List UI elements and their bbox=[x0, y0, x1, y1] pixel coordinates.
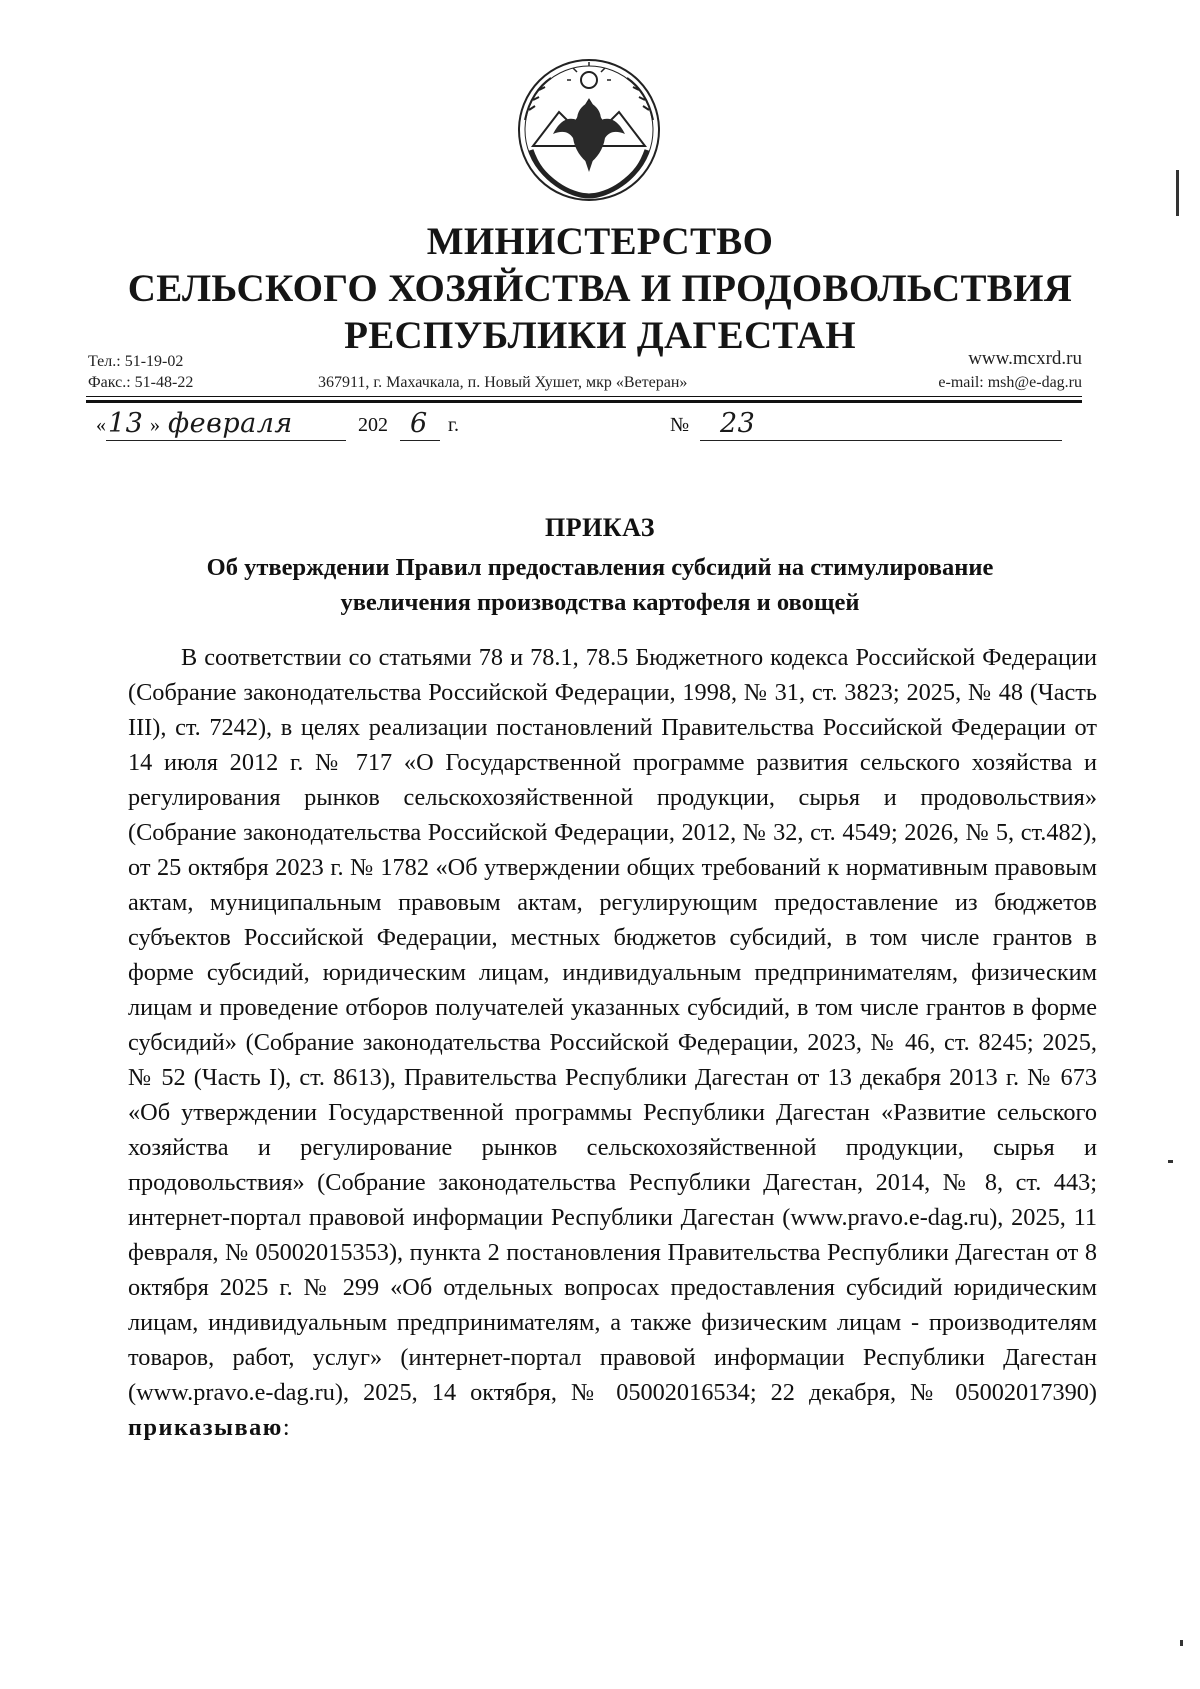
order-number-sign: № bbox=[670, 414, 690, 436]
email-address: e-mail: msh@e-dag.ru bbox=[938, 374, 1082, 391]
ministry-title-line-2: СЕЛЬСКОГО ХОЗЯЙСТВА И ПРОДОВОЛЬСТВИЯ bbox=[127, 267, 1073, 310]
ministry-title-line-3: РЕСПУБЛИКИ ДАГЕСТАН bbox=[344, 314, 856, 357]
order-title: ПРИКАЗ bbox=[544, 513, 656, 542]
postal-address: 367911, г. Махачкала, п. Новый Хушет, мкр «Ветеран» bbox=[318, 374, 688, 391]
order-subject-line-1: Об утверждении Правил предоставления субсидий на стимулирование bbox=[206, 554, 994, 581]
order-body bbox=[128, 640, 1097, 1445]
date-quote-open: « bbox=[96, 414, 106, 436]
order-subject bbox=[100, 550, 1100, 620]
header-divider-thick bbox=[86, 400, 1082, 403]
ministry-title bbox=[100, 218, 1100, 359]
dagestan-coat-of-arms-icon bbox=[511, 50, 667, 206]
date-month-handwritten: февраля bbox=[168, 408, 293, 439]
date-year-prefix: 202 bbox=[358, 414, 388, 436]
date-year-suffix: г. bbox=[448, 414, 459, 436]
ministry-title-line-1: МИНИСТЕРСТВО bbox=[426, 220, 774, 263]
order-closing-word: приказываю bbox=[128, 1414, 283, 1441]
year-underline bbox=[400, 440, 440, 441]
order-subject-line-2: увеличения производства картофеля и овощей bbox=[340, 589, 860, 616]
date-year-digit-handwritten: 6 bbox=[410, 408, 428, 439]
header-divider-thin bbox=[86, 396, 1082, 397]
fax-number: Факс.: 51-48-22 bbox=[88, 374, 194, 391]
date-day-handwritten: 13 bbox=[108, 408, 144, 439]
scan-artifact bbox=[1176, 170, 1179, 216]
date-underline bbox=[106, 440, 346, 441]
order-closing-punct: : bbox=[282, 1414, 290, 1441]
website-link: www.mcxrd.ru bbox=[968, 348, 1082, 369]
phone-number: Тел.: 51-19-02 bbox=[88, 353, 184, 370]
order-body-text: В соответствии со статьями 78 и 78.1, 78.5 Бюджетного кодекса Российской Федерации (Собрание законодательства Российской Федерации, 1998, № 31, ст. 3823; 2025, № 48 (Часть III), ст. 7242), в целях реализации постановлений Правительства Российской Федерации от 14 июля 2012 г. № 717 «О Государственной программе развития сельского хозяйства и регулирования рынков сельскохозяйственной продукции, сырья и продовольствия» (Собрание законодательства Российской Федерации, 2012, № 32, ст. 4549; 2026, № 5, ст.482), от 25 октября 2023 г. № 1782 «Об утверждении общих требований к нормативным правовым актам, муниципальным правовым актам, регулирующим предоставление из бюджетов субъектов Российской Федерации, местных бюджетов субсидий, в том числе грантов в форме субсидий, юридическим лицам, индивидуальным предпринимателям, физическим лицам и проведение отборов получателей указанных субсидий, в том числе грантов в форме субсидий» (Собрание законодательства Российской Федерации, 2023, № 46, ст. 8245; 2025, № 52 (Часть I), ст. 8613), Правительства Республики Дагестан от 13 декабря 2013 г. № 673 «Об утверждении Государственной программы Республики Дагестан «Развитие сельского хозяйства и регулирование рынков сельскохозяйственной продукции, сырья и продовольствия» (Собрание законодательства Республики Дагестан, 2014, № 8, ст. 443; интернет-портал правовой информации Республики Дагестан (www.pravo.e-dag.ru), 2025, 11 февраля, № 05002015353), пункта 2 постановления Правительства Республики Дагестан от 8 октября 2025 г. № 299 «Об отдельных вопросах предоставления субсидий юридическим лицам, индивидуальным предпринимателям, а также физическим лицам - производителям товаров, работ, услуг» (интернет-портал правовой информации Республики Дагестан (www.pravo.e-dag.ru), 2025, 14 октября, № 05002016534; 22 декабря, № 05002017390) bbox=[128, 644, 1097, 1406]
scan-artifact bbox=[1168, 1160, 1173, 1163]
date-quote-close: » bbox=[150, 414, 160, 436]
scan-artifact bbox=[1180, 1640, 1183, 1646]
order-number-handwritten: 23 bbox=[720, 408, 756, 439]
order-number-underline bbox=[700, 440, 1062, 441]
